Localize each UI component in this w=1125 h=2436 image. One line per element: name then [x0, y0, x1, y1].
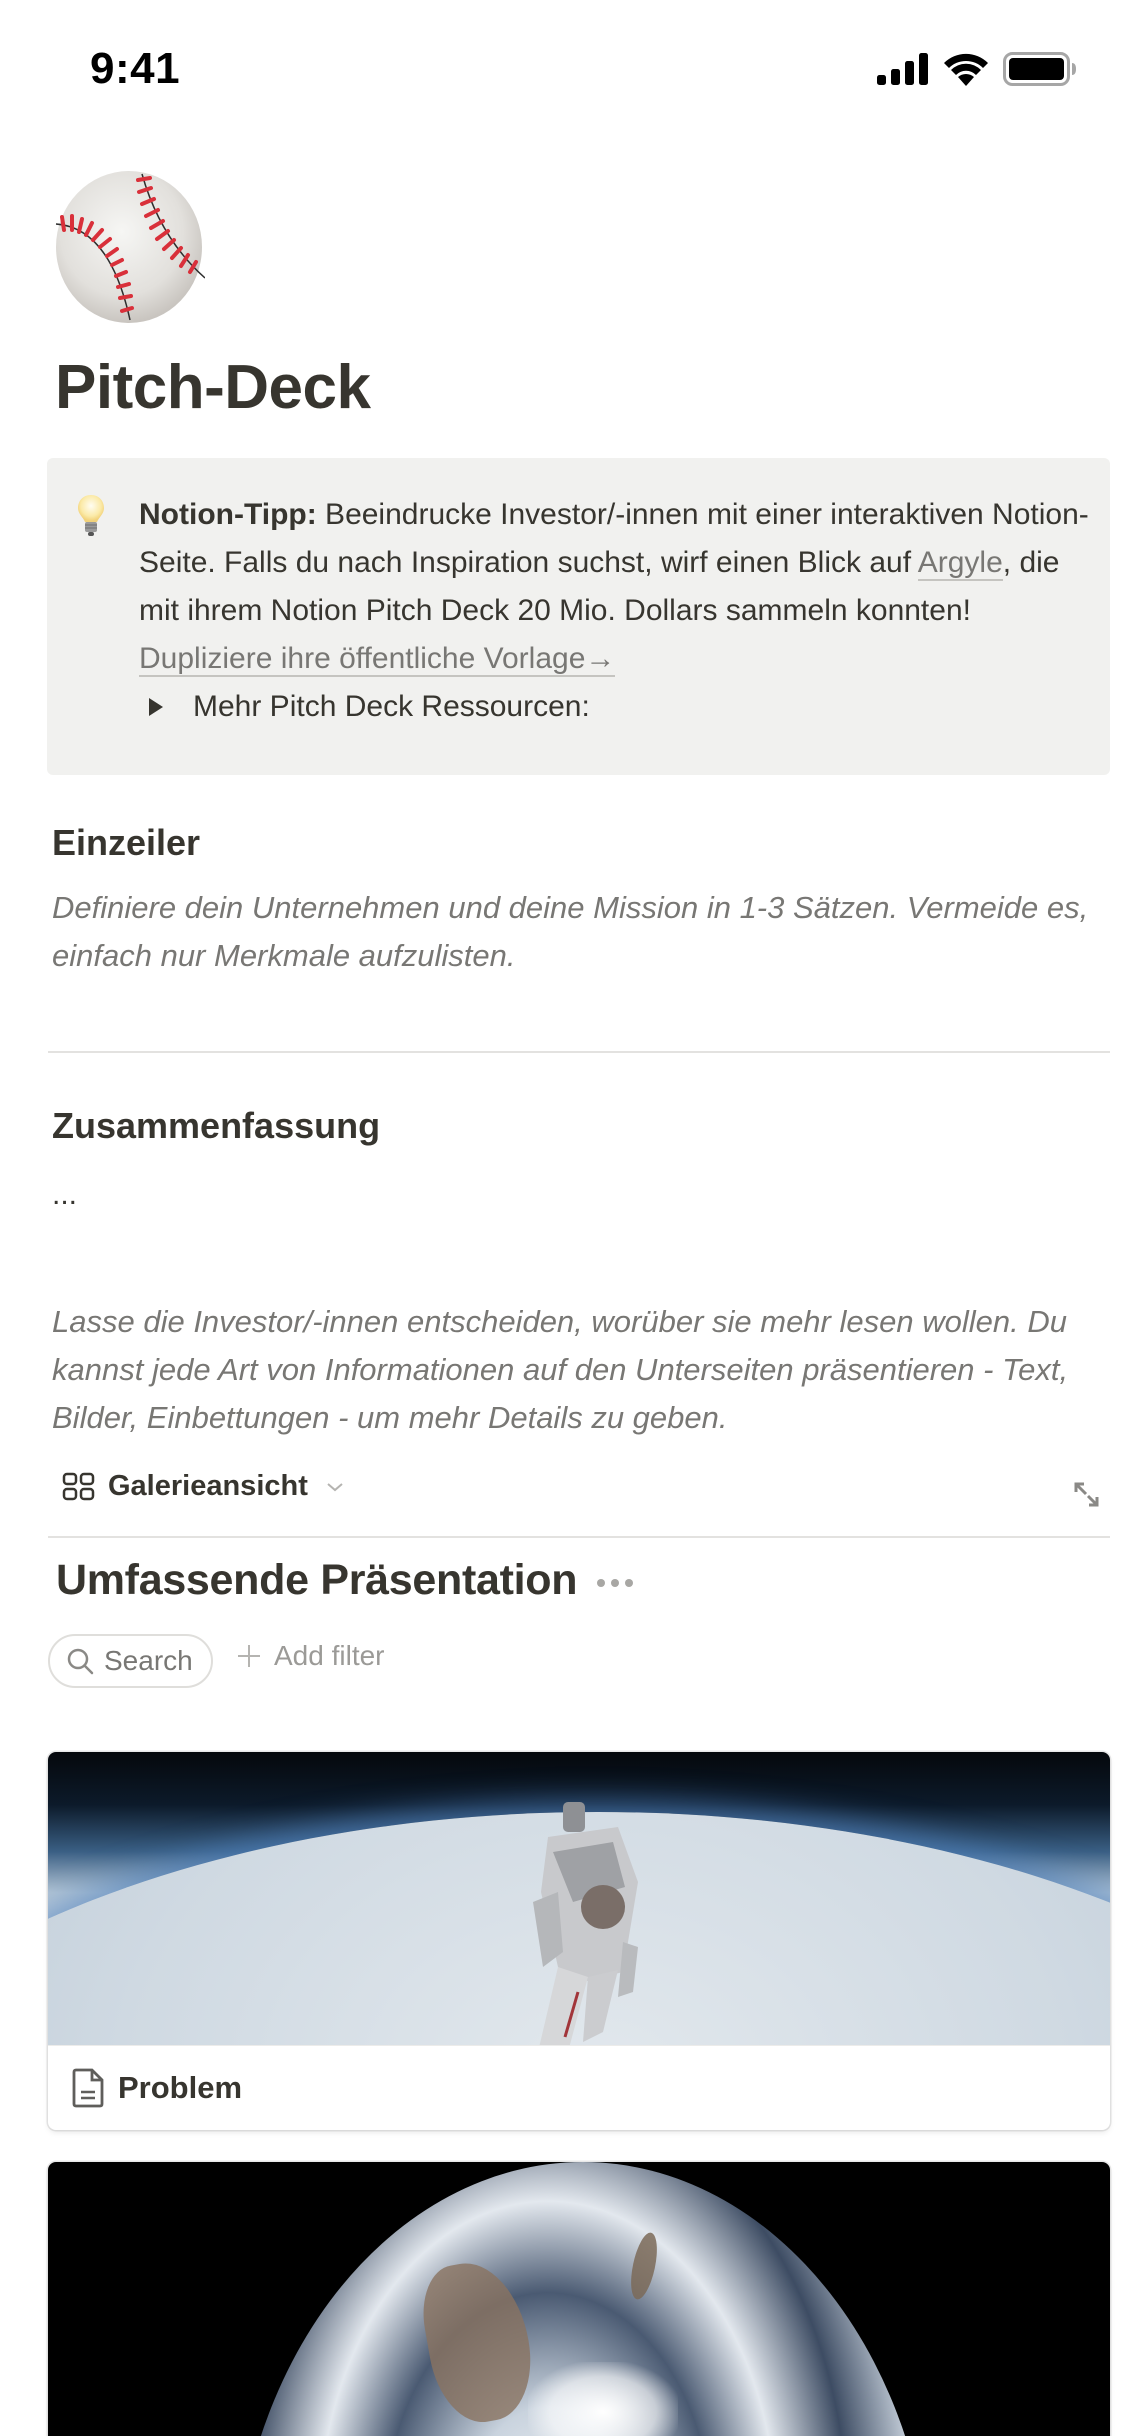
- callout-text: [139, 491, 1089, 683]
- card-title: Problem: [118, 2070, 243, 2105]
- wifi-icon: [943, 52, 989, 86]
- notion-tip-callout: [47, 458, 1110, 775]
- zusammenfassung-heading[interactable]: Zusammenfassung: [52, 1105, 381, 1146]
- search-icon: [66, 1647, 94, 1675]
- database-title-text: Umfassende Präsentation: [56, 1556, 578, 1604]
- zusammenfassung-body[interactable]: ...: [52, 1178, 78, 1211]
- database-divider: [48, 1536, 1110, 1538]
- baseball-icon[interactable]: [50, 168, 205, 323]
- search-label: Search: [104, 1645, 193, 1676]
- page-title[interactable]: Pitch-Deck: [55, 353, 371, 422]
- plus-icon: [236, 1643, 262, 1669]
- einzeiler-heading[interactable]: Einzeiler: [52, 822, 201, 863]
- astronaut-image: [463, 1792, 693, 2045]
- database-title[interactable]: [56, 1556, 633, 1605]
- pitch-deck-resources-toggle[interactable]: [147, 690, 590, 724]
- search-button[interactable]: [48, 1634, 213, 1688]
- view-selector[interactable]: [62, 1470, 344, 1503]
- status-bar: [0, 0, 1125, 140]
- cloud-shape: [528, 2362, 678, 2436]
- signal-icon: [877, 53, 929, 85]
- zusammenfassung-hint[interactable]: Lasse die Investor/-innen entscheiden, worüber sie mehr lesen wollen. Du kannst jede Art von Informationen auf den Unterseiten präsentieren - Text, Bilder, Einbettungen - um mehr Details zu geben.: [52, 1304, 1069, 1435]
- status-time: 9:41: [90, 44, 181, 93]
- battery-icon: [1003, 52, 1077, 86]
- card-footer[interactable]: [48, 2045, 1110, 2130]
- gallery-card[interactable]: [48, 1752, 1110, 2130]
- status-icons: [877, 52, 1077, 86]
- gallery-grid-icon: [62, 1472, 96, 1502]
- callout-bold-prefix: Notion-Tipp:: [139, 498, 317, 531]
- add-filter-button[interactable]: [236, 1640, 385, 1672]
- section-divider: [48, 1051, 1110, 1053]
- chevron-down-icon: [326, 1481, 344, 1493]
- callout-text-part-2: , die mit ihrem Notion Pitch Deck 20 Mio. Dollars sammeln konnten!: [139, 546, 1060, 627]
- toggle-triangle-icon[interactable]: [149, 698, 163, 716]
- einzeiler-placeholder[interactable]: Definiere dein Unternehmen und deine Mission in 1-3 Sätzen. Vermeide es, einfach nur Merkmale aufzulisten.: [52, 890, 1089, 973]
- more-options-icon[interactable]: [597, 1579, 633, 1587]
- card-cover-image: [48, 2162, 1110, 2436]
- callout-text-part-1: Beeindrucke Investor/-innen mit einer interaktiven Notion-Seite. Falls du nach Inspiration suchst, wirf einen Blick auf: [139, 498, 1089, 579]
- toggle-label: Mehr Pitch Deck Ressourcen:: [193, 690, 590, 723]
- lightbulb-icon: [77, 494, 105, 538]
- gallery-card[interactable]: [48, 2162, 1110, 2436]
- view-label: Galerieansicht: [108, 1470, 308, 1502]
- expand-icon[interactable]: [1070, 1478, 1102, 1510]
- duplicate-template-link[interactable]: Dupliziere ihre öffentliche Vorlage→: [139, 642, 616, 675]
- page-icon: [72, 2068, 104, 2108]
- add-filter-label: Add filter: [274, 1640, 385, 1671]
- argyle-link[interactable]: Argyle: [917, 546, 1003, 579]
- card-cover-image: [48, 1752, 1110, 2045]
